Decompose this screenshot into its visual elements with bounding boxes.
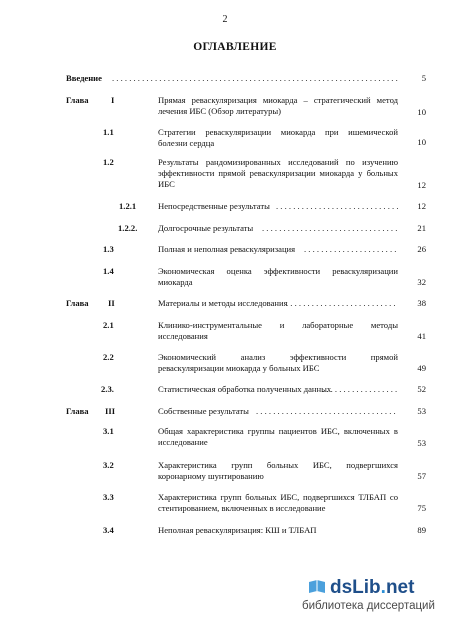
toc-page: 12: [417, 201, 426, 211]
toc-text: Неполная реваскуляризация: КШ и ТЛБАП: [158, 525, 317, 535]
toc-page: 21: [417, 223, 426, 233]
watermark-logo: [330, 577, 414, 599]
toc-page: 10: [417, 137, 426, 147]
toc-number: 3.1: [103, 426, 114, 436]
toc-label: Глава: [66, 95, 89, 105]
watermark-caption: библиотека диссертаций: [302, 600, 435, 612]
toc-leader-dots: [262, 223, 398, 234]
toc-page: 38: [417, 298, 426, 308]
toc-page: 53: [417, 406, 426, 416]
toc-page: 52: [417, 384, 426, 394]
toc-number: 2.1: [103, 320, 114, 330]
toc-number: 1.2.2.: [118, 223, 138, 233]
toc-page: 32: [417, 277, 426, 287]
toc-page: 26: [417, 244, 426, 254]
toc-page: 12: [417, 180, 426, 190]
toc-text: Статистическая обработка полученных данных: [158, 384, 332, 394]
toc-page: 5: [421, 73, 426, 83]
page-number: 2: [222, 14, 228, 25]
toc-leader-dots: [286, 298, 398, 309]
toc-number: 1.1: [103, 127, 114, 137]
watermark-brand: dsLib: [330, 577, 381, 598]
watermark-dot: .: [380, 577, 386, 598]
toc-leader-dots: [322, 384, 398, 395]
toc-page: 53: [417, 438, 426, 448]
watermark-tld: net: [385, 577, 415, 598]
toc-page: 89: [417, 525, 426, 535]
toc-text: Прямая реваскуляризация миокарда – стратегический метод лечения ИБС (Обзор литературы): [158, 95, 398, 116]
toc-page: 10: [417, 107, 426, 117]
toc-leader-dots: [112, 73, 398, 84]
book-icon: [308, 579, 326, 595]
toc-page: 49: [417, 363, 426, 373]
toc-text: Долгосрочные результаты: [158, 223, 254, 233]
toc-text: Непосредственные результаты: [158, 201, 270, 211]
toc-number: 2.2: [103, 352, 114, 362]
toc-text: Характеристика групп больных ИБС, подвергшихся ТЛБАП со стентированием, включенных в исследование: [158, 492, 398, 513]
toc-number: 1.2: [103, 157, 114, 167]
toc-label: Глава: [66, 406, 89, 416]
toc-number: III: [105, 406, 116, 416]
toc-text: Характеристика групп больных ИБС, подвергшихся коронарному шунтированию: [158, 460, 398, 481]
toc-text: Клинико-инструментальные и лабораторные методы исследования: [158, 320, 398, 341]
toc-title: ОГЛАВЛЕНИЕ: [193, 41, 277, 53]
toc-text: Экономическая оценка эффективности реваскуляризации миокарда: [158, 266, 398, 287]
toc-number: 2.3.: [101, 384, 114, 394]
toc-number: II: [108, 298, 115, 308]
toc-leader-dots: [256, 406, 398, 417]
toc-number: I: [111, 95, 115, 105]
toc-number: 3.2: [103, 460, 114, 470]
toc-label: Глава: [66, 298, 89, 308]
toc-text: Полная и неполная реваскуляризация: [158, 244, 296, 254]
toc-text: Общая характеристика группы пациентов ИБС, включенных в исследование: [158, 426, 398, 447]
toc-page: 57: [417, 471, 426, 481]
toc-text: Собственные результаты: [158, 406, 249, 416]
toc-number: 3.4: [103, 525, 114, 535]
toc-page: 75: [417, 503, 426, 513]
toc-label: Введение: [66, 73, 102, 83]
toc-number: 3.3: [103, 492, 114, 502]
toc-leader-dots: [304, 244, 398, 255]
toc-text: Материалы и методы исследования: [158, 298, 288, 308]
toc-number: 1.3: [103, 244, 114, 254]
toc-text: Результаты рандомизированных исследований по изучению эффективности прямой реваскуляризации миокарда у больных ИБС: [158, 157, 398, 189]
toc-number: 1.2.1: [119, 201, 137, 211]
toc-text: Стратегии реваскуляризации миокарда при ишемической болезни сердца: [158, 127, 398, 148]
toc-number: 1.4: [103, 266, 114, 276]
toc-page: 41: [417, 331, 426, 341]
toc-text: Экономический анализ эффективности прямой реваскуляризации миокарда у больных ИБС: [158, 352, 398, 373]
toc-leader-dots: [276, 201, 398, 212]
